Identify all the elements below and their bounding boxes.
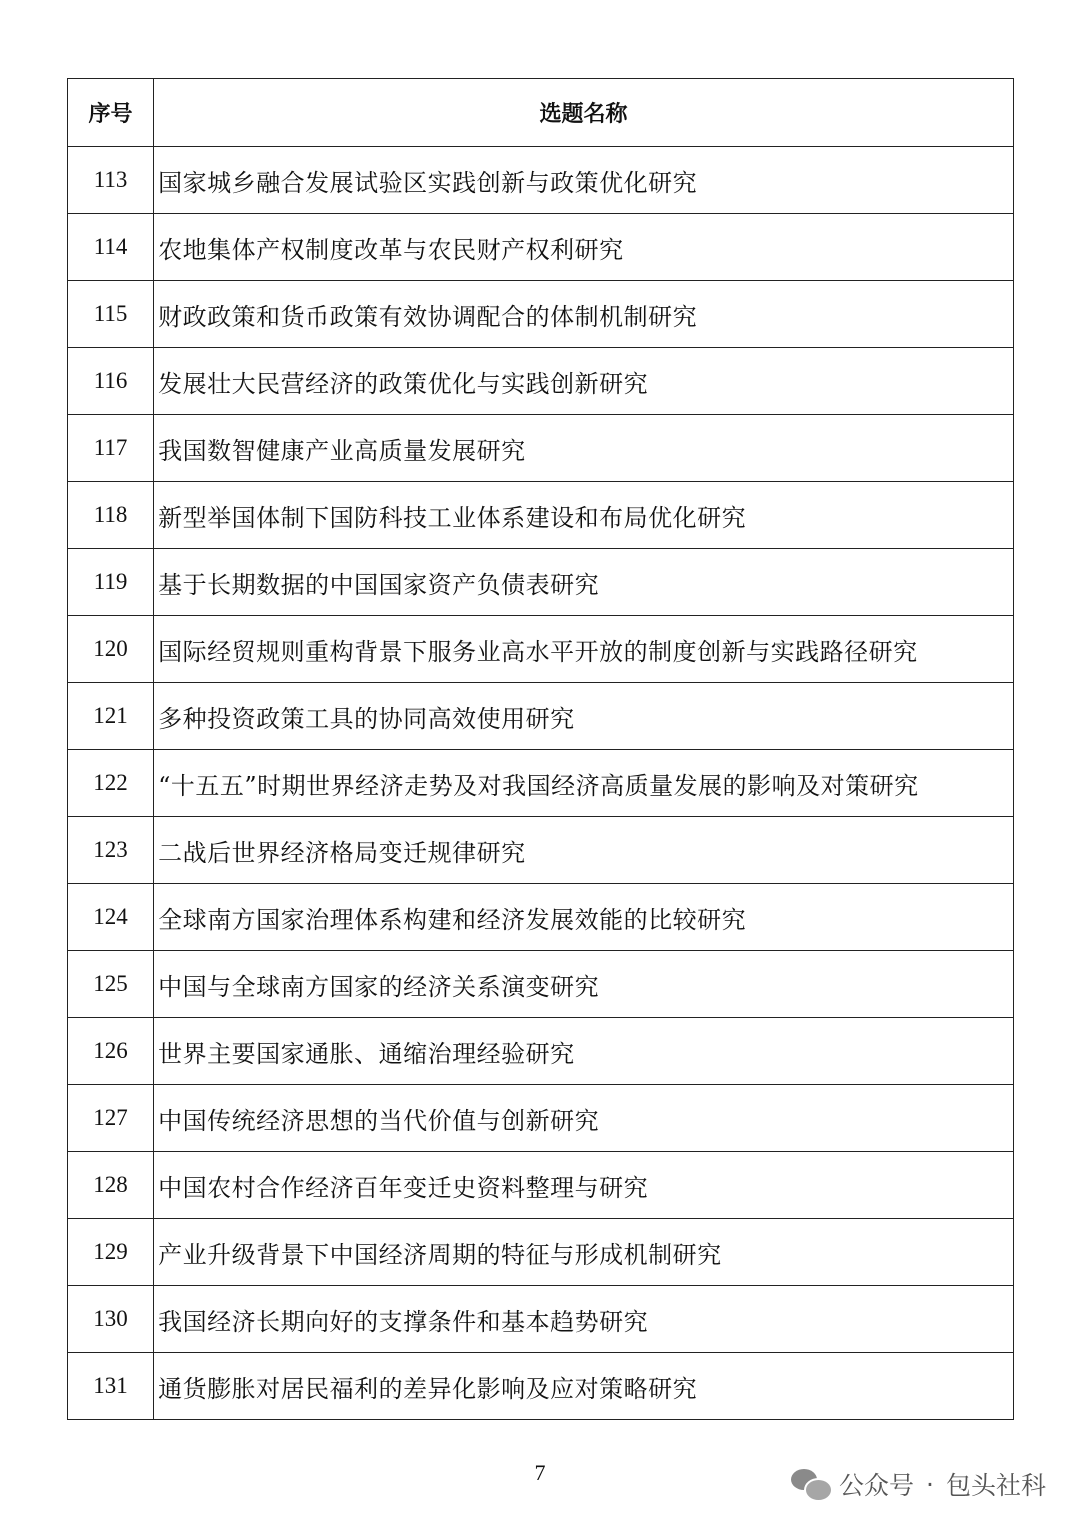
header-title: 选题名称 bbox=[154, 79, 1014, 147]
wechat-icon bbox=[791, 1467, 831, 1501]
row-number: 127 bbox=[68, 1085, 154, 1152]
row-number: 115 bbox=[68, 281, 154, 348]
row-title: 中国与全球南方国家的经济关系演变研究 bbox=[154, 951, 1014, 1018]
row-title: 中国传统经济思想的当代价值与创新研究 bbox=[154, 1085, 1014, 1152]
row-number: 118 bbox=[68, 482, 154, 549]
topic-table bbox=[67, 78, 1014, 1420]
row-title: 国家城乡融合发展试验区实践创新与政策优化研究 bbox=[154, 147, 1014, 214]
row-title: 通货膨胀对居民福利的差异化影响及应对策略研究 bbox=[154, 1353, 1014, 1420]
row-number: 122 bbox=[68, 750, 154, 817]
row-title: 财政政策和货币政策有效协调配合的体制机制研究 bbox=[154, 281, 1014, 348]
row-number: 114 bbox=[68, 214, 154, 281]
row-title: 农地集体产权制度改革与农民财产权利研究 bbox=[154, 214, 1014, 281]
table-header-row bbox=[68, 79, 1014, 147]
row-number: 128 bbox=[68, 1152, 154, 1219]
row-title: 中国农村合作经济百年变迁史资料整理与研究 bbox=[154, 1152, 1014, 1219]
watermark bbox=[791, 1466, 1046, 1502]
table-row bbox=[68, 817, 1014, 884]
row-title: 新型举国体制下国防科技工业体系建设和布局优化研究 bbox=[154, 482, 1014, 549]
row-title: 多种投资政策工具的协同高效使用研究 bbox=[154, 683, 1014, 750]
row-number: 123 bbox=[68, 817, 154, 884]
row-number: 113 bbox=[68, 147, 154, 214]
row-title: 基于长期数据的中国国家资产负债表研究 bbox=[154, 549, 1014, 616]
row-number: 124 bbox=[68, 884, 154, 951]
row-title: “十五五”时期世界经济走势及对我国经济高质量发展的影响及对策研究 bbox=[154, 750, 1014, 817]
row-number: 129 bbox=[68, 1219, 154, 1286]
row-number: 126 bbox=[68, 1018, 154, 1085]
table-row bbox=[68, 281, 1014, 348]
table-row bbox=[68, 951, 1014, 1018]
header-number: 序号 bbox=[68, 79, 154, 147]
table-row bbox=[68, 884, 1014, 951]
table-row bbox=[68, 683, 1014, 750]
row-title: 发展壮大民营经济的政策优化与实践创新研究 bbox=[154, 348, 1014, 415]
row-title: 世界主要国家通胀、通缩治理经验研究 bbox=[154, 1018, 1014, 1085]
table-row bbox=[68, 214, 1014, 281]
table-row bbox=[68, 1152, 1014, 1219]
row-title: 产业升级背景下中国经济周期的特征与形成机制研究 bbox=[154, 1219, 1014, 1286]
row-title: 二战后世界经济格局变迁规律研究 bbox=[154, 817, 1014, 884]
row-number: 125 bbox=[68, 951, 154, 1018]
watermark-account: 包头社科 bbox=[945, 1471, 1046, 1500]
table-row bbox=[68, 549, 1014, 616]
row-title: 我国经济长期向好的支撑条件和基本趋势研究 bbox=[154, 1286, 1014, 1353]
row-number: 120 bbox=[68, 616, 154, 683]
row-number: 119 bbox=[68, 549, 154, 616]
table-row bbox=[68, 616, 1014, 683]
row-title: 国际经贸规则重构背景下服务业高水平开放的制度创新与实践路径研究 bbox=[154, 616, 1014, 683]
table-row bbox=[68, 415, 1014, 482]
watermark-separator: · bbox=[926, 1469, 934, 1499]
row-number: 121 bbox=[68, 683, 154, 750]
row-number: 117 bbox=[68, 415, 154, 482]
row-number: 130 bbox=[68, 1286, 154, 1353]
table-row bbox=[68, 1018, 1014, 1085]
table-row bbox=[68, 750, 1014, 817]
table-row bbox=[68, 147, 1014, 214]
table-row bbox=[68, 482, 1014, 549]
table-row bbox=[68, 1353, 1014, 1420]
table-row bbox=[68, 348, 1014, 415]
row-number: 131 bbox=[68, 1353, 154, 1420]
table-row bbox=[68, 1286, 1014, 1353]
page-number: 7 bbox=[534, 1460, 546, 1485]
table-row bbox=[68, 1085, 1014, 1152]
row-number: 116 bbox=[68, 348, 154, 415]
row-title: 我国数智健康产业高质量发展研究 bbox=[154, 415, 1014, 482]
table-row bbox=[68, 1219, 1014, 1286]
watermark-platform: 公众号 bbox=[839, 1471, 915, 1500]
row-title: 全球南方国家治理体系构建和经济发展效能的比较研究 bbox=[154, 884, 1014, 951]
